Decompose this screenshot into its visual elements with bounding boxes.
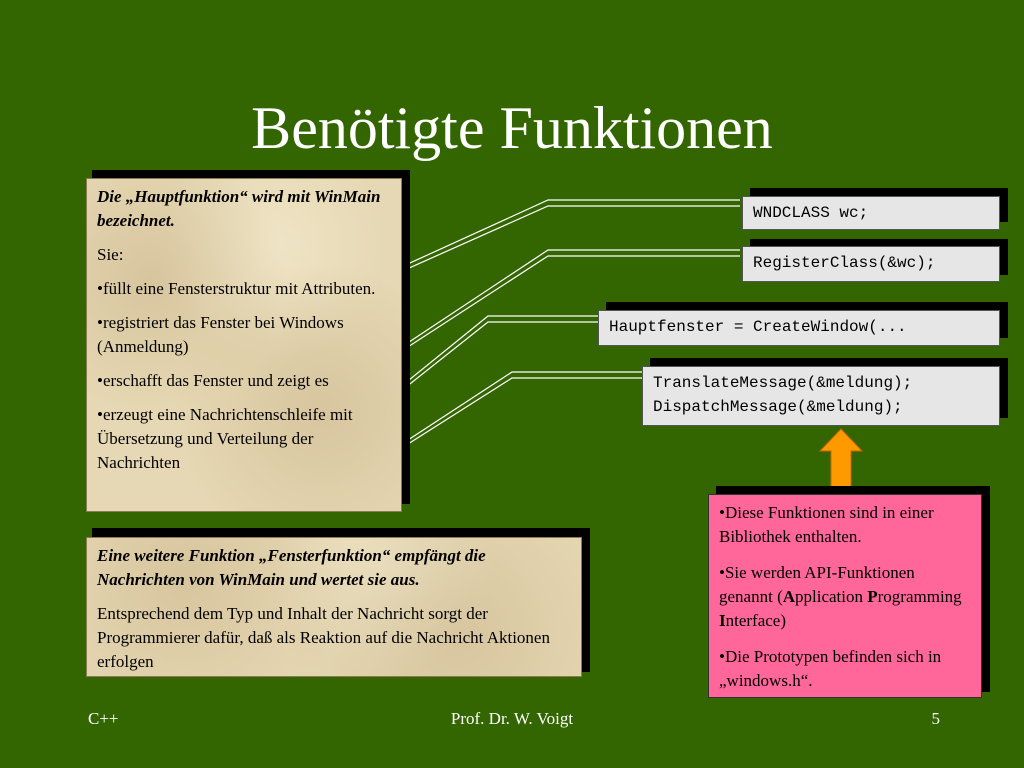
- api-info-line-2: [719, 561, 971, 633]
- code-createwindow: Hauptfenster = CreateWindow(...: [598, 310, 1000, 346]
- api-text: •Sie werden API-Funktionen genannt (: [719, 563, 915, 606]
- sie-label: Sie:: [97, 245, 124, 264]
- bullet-item: •füllt eine Fensterstruktur mit Attributen.: [97, 279, 376, 298]
- main-function-box: [86, 178, 402, 512]
- code-registerclass: RegisterClass(&wc);: [742, 246, 1000, 282]
- api-text: nterface): [725, 611, 787, 630]
- connector-line-8: [408, 378, 642, 444]
- api-info-line-3: •Die Prototypen befinden sich in „windows.h“.: [719, 647, 942, 690]
- page-number: 5: [931, 709, 940, 728]
- api-letter-i: I: [719, 611, 726, 630]
- connector-line-7: [408, 372, 642, 440]
- api-text: rogramming: [877, 587, 962, 606]
- footer-author: Prof. Dr. W. Voigt: [450, 709, 574, 728]
- slide-title: Benötigte Funktionen: [251, 95, 773, 161]
- window-function-body: Entsprechend dem Typ und Inhalt der Nachricht sorgt der Programmierer dafür, daß als Reaktion auf die Nachricht Aktionen erfolgen: [97, 604, 550, 671]
- bullet-item: •erschafft das Fenster und zeigt es: [97, 371, 329, 390]
- window-function-box: [86, 537, 582, 677]
- window-function-intro: Eine weitere Funktion „Fensterfunktion“ empfängt die Nachrichten von WinMain und wertet sie aus.: [97, 546, 486, 589]
- bullet-item: •registriert das Fenster bei Windows (Anmeldung): [97, 313, 344, 356]
- api-letter-a: A: [782, 587, 796, 606]
- bullet-item: •erzeugt eine Nachrichtenschleife mit Übersetzung und Verteilung der Nachrichten: [97, 405, 353, 472]
- code-message-loop: TranslateMessage(&meldung); DispatchMessage(&meldung);: [642, 366, 1000, 426]
- code-wndclass: WNDCLASS wc;: [742, 196, 1000, 230]
- footer-left: C++: [88, 709, 119, 728]
- api-info-box: [708, 494, 982, 698]
- api-info-line-1: •Diese Funktionen sind in einer Bibliothek enthalten.: [719, 503, 934, 546]
- winmain-intro: Die „Hauptfunktion“ wird mit WinMain bezeichnet.: [97, 187, 381, 230]
- api-letter-p: P: [867, 587, 878, 606]
- api-text: pplication: [795, 587, 868, 606]
